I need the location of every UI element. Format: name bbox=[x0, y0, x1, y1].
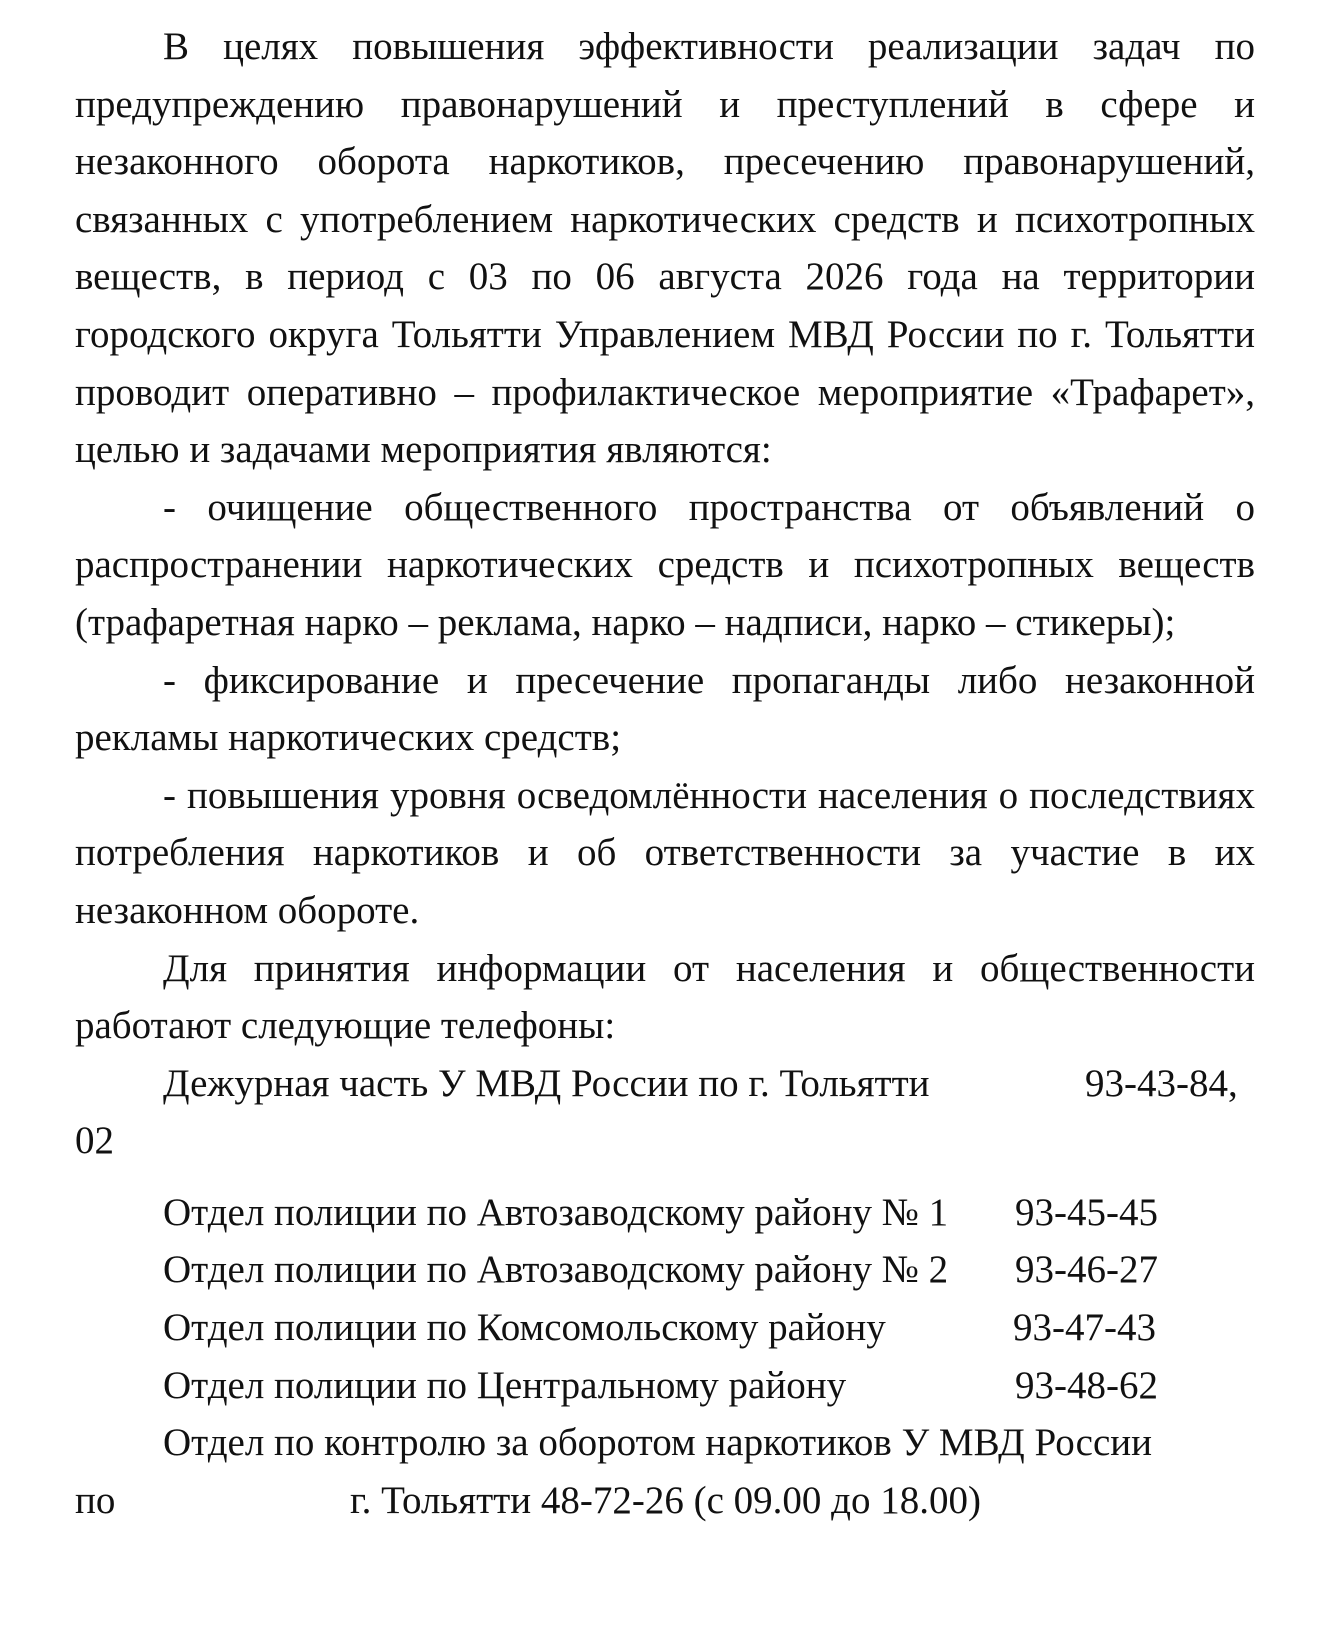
duty-phone-row bbox=[75, 1055, 1255, 1113]
duty-number: 93-43-84, bbox=[1085, 1061, 1238, 1105]
phones-intro: Для принятия информации от населения и общественности работают следующие телефоны: bbox=[75, 946, 1255, 1048]
document-body bbox=[75, 18, 1255, 1529]
task-item-2: - фиксирование и пресечение пропаганды либо незаконной рекламы наркотических средств; bbox=[75, 658, 1255, 760]
duty-number-cont: 02 bbox=[75, 1119, 114, 1163]
department-row bbox=[75, 1357, 1255, 1415]
task-item-1: - очищение общественного пространства от объявлений о распространении наркотических средств и психотропных веществ (трафаретная нарко – реклама, нарко – надписи, нарко – стикеры); bbox=[75, 485, 1255, 644]
intro-paragraph: В целях повышения эффективности реализации задач по предупреждению правонарушений и преступлений в сфере и незаконного оборота наркотиков, пресечению правонарушений, связанных с употреблением наркотических средств и психотропных веществ, в период с 03 по 06 августа 2026 года на территории городского округа Тольятти Управлением МВД России по г. Тольятти проводит оперативно – профилактическое мероприятие «Трафарет», целью и задачами мероприятия являются: bbox=[75, 25, 1255, 472]
department-number: 93-46-27 bbox=[1015, 1248, 1158, 1292]
spacer bbox=[75, 1170, 1255, 1184]
department-name: Отдел полиции по Центральному району bbox=[163, 1363, 847, 1407]
department-number: 93-47-43 bbox=[1013, 1306, 1156, 1350]
department-name: Отдел полиции по Автозаводскому району № 2 bbox=[163, 1248, 949, 1292]
task-item-3: - повышения уровня осведомлённости населения о последствиях потребления наркотиков и об ответственности за участие в их незаконном обороте. bbox=[75, 773, 1255, 932]
department-row bbox=[75, 1184, 1255, 1242]
control-dept-line-2 bbox=[75, 1472, 1255, 1530]
department-row bbox=[75, 1299, 1255, 1357]
department-number: 93-45-45 bbox=[1015, 1190, 1158, 1234]
control-prefix: по bbox=[75, 1478, 116, 1522]
duty-name: Дежурная часть У МВД России по г. Тольятти bbox=[163, 1061, 930, 1105]
department-row bbox=[75, 1241, 1255, 1299]
department-name: Отдел полиции по Автозаводскому району № 1 bbox=[163, 1190, 949, 1234]
department-number: 93-48-62 bbox=[1015, 1363, 1158, 1407]
department-name: Отдел полиции по Комсомольскому району bbox=[163, 1306, 886, 1350]
control-dept-line: Отдел по контролю за оборотом наркотиков У МВД России bbox=[163, 1421, 1153, 1465]
control-city-phone: г. Тольятти 48-72-26 (с 09.00 до 18.00) bbox=[350, 1478, 981, 1522]
